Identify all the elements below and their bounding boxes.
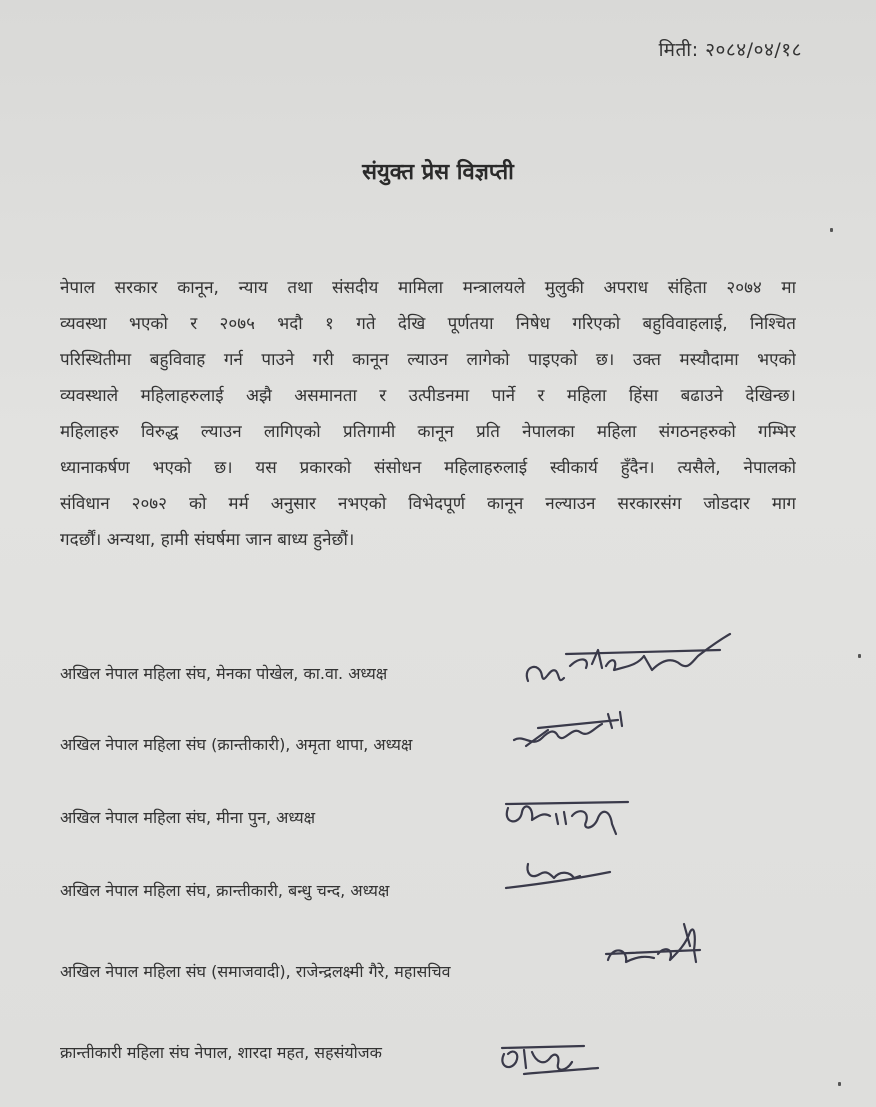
signature-mina [498, 790, 638, 850]
body-line: नेपाल सरकार कानून, न्याय तथा संसदीय मामिला मन्त्रालयले मुलुकी अपराध संहिता २०७४ मा [60, 278, 796, 298]
body-line: परिस्थितीमा बहुविवाह गर्न पाउने गरी कानून ल्याउन लागेको पाइएको छ। उक्त मस्यौदामा भएको [60, 350, 796, 370]
body-line: संविधान २०७२ को मर्म अनुसार नभएको विभेदपूर्ण कानून नल्याउन सरकारसंग जोडदार माग [60, 494, 796, 514]
body-line: ध्यानाकर्षण भएको छ। यस प्रकारको संसोधन महिलाहरुलाई स्वीकार्य हुँदैन। त्यसैले, नेपालको [60, 458, 796, 478]
body-line: गदर्छौं। अन्यथा, हामी संघर्षमा जान बाध्य हुनेछौं। [60, 530, 355, 550]
paper-mark [858, 654, 861, 658]
signature-bandhu [500, 848, 620, 898]
body-line: व्यवस्था भएको र २०७५ भदौ १ गते देखि पूर्णतया निषेध गरिएको बहुविवाहलाई, निश्चित [60, 314, 796, 334]
signature-rajendra [598, 916, 708, 986]
body-line: व्यवस्थाले महिलाहरुलाई अझै असमानता र उत्पीडनमा पार्ने र महिला हिंसा बढाउने देखिन्छ। [60, 386, 796, 406]
body-line: महिलाहरु विरुद्ध ल्याउन लागिएको प्रतिगामी कानून प्रति नेपालका महिला संगठनहरुको गम्भिर [60, 422, 796, 442]
paper-mark [830, 228, 833, 232]
signature-menaka [520, 626, 740, 696]
signatory-line: अखिल नेपाल महिला संघ, मीना पुन, अध्यक्ष [60, 808, 316, 827]
signature-amrita [508, 698, 638, 758]
press-release-title: संयुक्त प्रेस विज्ञप्ती [362, 160, 514, 185]
press-release-body [60, 270, 796, 558]
signatory-line: अखिल नेपाल महिला संघ (समाजवादी), राजेन्द्रलक्ष्मी गैरे, महासचिव [60, 962, 451, 981]
signatory-line: अखिल नेपाल महिला संघ (क्रान्तीकारी), अमृता थापा, अध्यक्ष [60, 735, 413, 754]
signatory-line: अखिल नेपाल महिला संघ, मेनका पोखेल, का.वा. अध्यक्ष [60, 664, 388, 683]
signature-sharada [494, 1032, 604, 1082]
signatory-line: क्रान्तीकारी महिला संघ नेपाल, शारदा महत, सहसंयोजक [60, 1043, 382, 1062]
signatory-line: अखिल नेपाल महिला संघ, क्रान्तीकारी, बन्धु चन्द, अध्यक्ष [60, 881, 390, 900]
paper-mark [838, 1082, 841, 1086]
date-line: मिती: २०८४/०४/१८ [658, 39, 802, 61]
